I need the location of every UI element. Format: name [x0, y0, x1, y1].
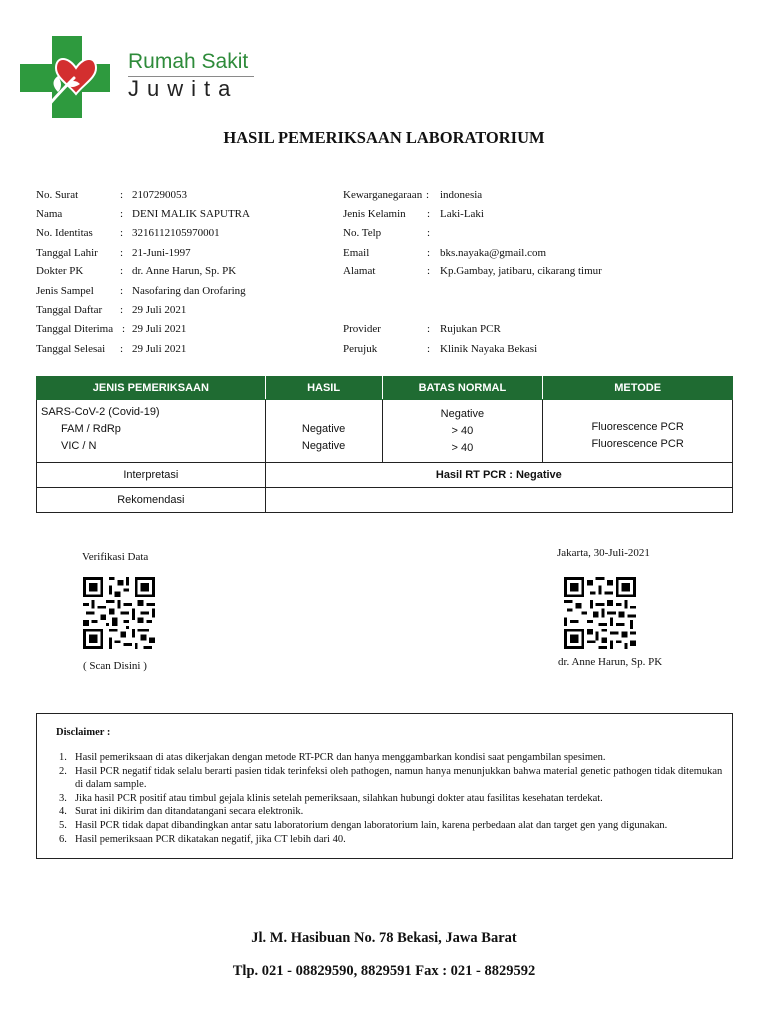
info-label: Provider — [343, 323, 381, 335]
info-label: Dokter PK — [36, 265, 84, 277]
info-label: Tanggal Diterima — [36, 323, 114, 335]
header-metode: METODE — [543, 377, 733, 400]
interpretasi-label: Interpretasi — [37, 463, 266, 488]
info-value: dr. Anne Harun, Sp. PK — [132, 265, 237, 277]
logo-line1: Rumah Sakit — [128, 50, 249, 73]
disclaimer-text: Surat ini dikirim dan ditandatangani secara elektronik. — [75, 806, 304, 818]
list-item: 1. Hasil pemeriksaan di atas dikerjakan dengan metode RT-PCR dan hanya menggambarkan kondisi saat pengambilan spesimen. — [59, 752, 606, 763]
disclaimer-text: Jika hasil PCR positif atau timbul gejala klinis setelah pemeriksaan, silahkan hubungi dokter atau fasilitas kesehatan terdekat. — [75, 792, 603, 804]
place-date: Jakarta, 30-Juli-2021 — [557, 547, 650, 559]
doctor-name: dr. Anne Harun, Sp. PK — [558, 656, 663, 668]
list-item: 3. Jika hasil PCR positif atau timbul gejala klinis setelah pemeriksaan, silahkan hubungi dokter atau fasilitas kesehatan terdekat. — [59, 792, 603, 804]
info-colon: : — [120, 343, 124, 355]
info-label: Jenis Kelamin — [343, 208, 406, 220]
batas-fam: > 40 — [451, 425, 474, 437]
info-colon: : — [120, 285, 124, 297]
info-colon: : — [120, 189, 124, 201]
metode-fam: Fluorescence PCR — [591, 421, 684, 433]
page-title: HASIL PEMERIKSAAN LABORATORIUM — [223, 128, 545, 147]
info-label: Tanggal Lahir — [36, 247, 98, 259]
list-item: 4. Surat ini dikirim dan ditandatangani secara elektronik. — [59, 806, 304, 818]
rekomendasi-value — [265, 488, 732, 513]
info-value: Klinik Nayaka Bekasi — [440, 343, 538, 355]
hasil-vic: Negative — [301, 440, 346, 452]
list-item: 5. Hasil PCR tidak dapat dibandingkan antar satu laboratorium dengan laboratorium lain, karena perbedaan alat dan target gen yang digunakan. — [59, 819, 668, 831]
header-jenis-pemeriksaan: JENIS PEMERIKSAAN — [37, 377, 266, 400]
info-colon: : — [427, 227, 431, 239]
info-value: Nasofaring dan Orofaring — [132, 285, 246, 297]
info-value: 21-Juni-1997 — [132, 247, 191, 259]
info-label: Kewarganegaraan — [343, 189, 423, 201]
info-label: Alamat — [343, 265, 376, 277]
table-row-rekomendasi — [37, 488, 733, 513]
footer-address: Jl. M. Hasibuan No. 78 Bekasi, Jawa Barat — [251, 930, 517, 946]
info-label: Email — [343, 247, 370, 259]
info-label: Jenis Sampel — [36, 285, 94, 297]
info-value: Laki-Laki — [440, 208, 484, 220]
test-cell — [37, 400, 266, 463]
batas-cell — [382, 400, 543, 463]
disclaimer-list — [56, 751, 728, 846]
disclaimer-text: Hasil PCR tidak dapat dibandingkan antar satu laboratorium dengan laboratorium lain, karena perbedaan alat dan target gen yang digunakan. — [75, 819, 668, 831]
info-colon: : — [120, 304, 124, 316]
header-hasil: HASIL — [265, 377, 382, 400]
list-item: 2. Hasil PCR negatif tidak selalu berarti pasien tidak terinfeksi oleh pathogen, namun hanya menunjukkan bahwa material genetic pathogen tidak ditemukan di dalam sample. — [59, 765, 723, 791]
metode-cell — [543, 400, 733, 463]
hasil-fam: Negative — [301, 423, 346, 435]
info-value: indonesia — [440, 189, 483, 201]
batas-vic: > 40 — [451, 442, 474, 454]
disclaimer-text: Hasil pemeriksaan PCR dikatakan negatif, jika CT lebih dari 40. — [75, 833, 346, 845]
interpretasi-value: Hasil RT PCR : Negative — [265, 463, 732, 488]
test-name: SARS-CoV-2 (Covid-19) — [41, 406, 160, 418]
info-colon: : — [426, 189, 430, 201]
hasil-cell — [265, 400, 382, 463]
disclaimer-text: Hasil PCR negatif tidak selalu berarti pasien tidak terinfeksi oleh pathogen, namun hanya menunjukkan bahwa material genetic pathogen tidak ditemukan di dalam sample. — [75, 765, 723, 791]
footer-phone: Tlp. 021 - 08829590, 8829591 Fax : 021 - 8829592 — [232, 963, 536, 979]
logo-line2: Juwita — [128, 76, 239, 101]
info-colon: : — [427, 265, 431, 277]
table-row-interpretasi — [37, 463, 733, 488]
info-label: Tanggal Daftar — [36, 304, 103, 316]
target-vic: VIC / N — [61, 440, 97, 452]
metode-vic: Fluorescence PCR — [591, 438, 684, 450]
info-colon: : — [427, 208, 431, 220]
header-batas-normal: BATAS NORMAL — [382, 377, 543, 400]
lab-results-table — [36, 376, 733, 513]
disclaimer-box — [36, 713, 733, 859]
info-value: 2107290053 — [132, 189, 187, 201]
scan-here-text: ( Scan Disini ) — [83, 660, 147, 672]
table-header-row — [37, 377, 733, 400]
table-row — [37, 400, 733, 463]
list-item: 6. Hasil pemeriksaan PCR dikatakan negatif, jika CT lebih dari 40. — [59, 833, 346, 845]
info-value: Rujukan PCR — [440, 323, 501, 335]
info-colon: : — [427, 343, 431, 355]
info-value: 3216112105970001 — [132, 227, 220, 239]
info-value: DENI MALIK SAPUTRA — [132, 208, 250, 220]
info-colon: : — [120, 247, 124, 259]
disclaimer-title: Disclaimer : — [56, 727, 111, 738]
info-value: bks.nayaka@gmail.com — [440, 247, 547, 259]
verification-label: Verifikasi Data — [82, 551, 149, 563]
disclaimer-text: Hasil pemeriksaan di atas dikerjakan dengan metode RT-PCR dan hanya menggambarkan kondisi saat pengambilan spesimen. — [75, 752, 606, 763]
target-fam: FAM / RdRp — [61, 423, 121, 435]
batas-negative: Negative — [440, 408, 485, 420]
hospital-logo — [18, 34, 258, 120]
info-label: No. Telp — [343, 227, 382, 239]
info-colon: : — [120, 208, 124, 220]
signature-qr-code[interactable] — [564, 577, 636, 649]
verification-qr-code[interactable] — [83, 577, 155, 649]
info-colon: : — [427, 247, 431, 259]
rekomendasi-label: Rekomendasi — [37, 488, 266, 513]
info-value: 29 Juli 2021 — [132, 343, 187, 355]
info-label: Perujuk — [343, 343, 378, 355]
info-colon: : — [120, 265, 124, 277]
info-label: No. Surat — [36, 189, 79, 201]
info-label: No. Identitas — [36, 227, 93, 239]
info-label: Tanggal Selesai — [36, 343, 106, 355]
info-value: 29 Juli 2021 — [132, 323, 187, 335]
info-label: Nama — [36, 208, 63, 220]
info-colon: : — [120, 227, 124, 239]
info-colon: : — [427, 323, 431, 335]
info-value: Kp.Gambay, jatibaru, cikarang timur — [440, 265, 602, 277]
medical-cross-heart-icon — [18, 34, 118, 120]
info-value: 29 Juli 2021 — [132, 304, 187, 316]
info-colon: : — [122, 323, 126, 335]
